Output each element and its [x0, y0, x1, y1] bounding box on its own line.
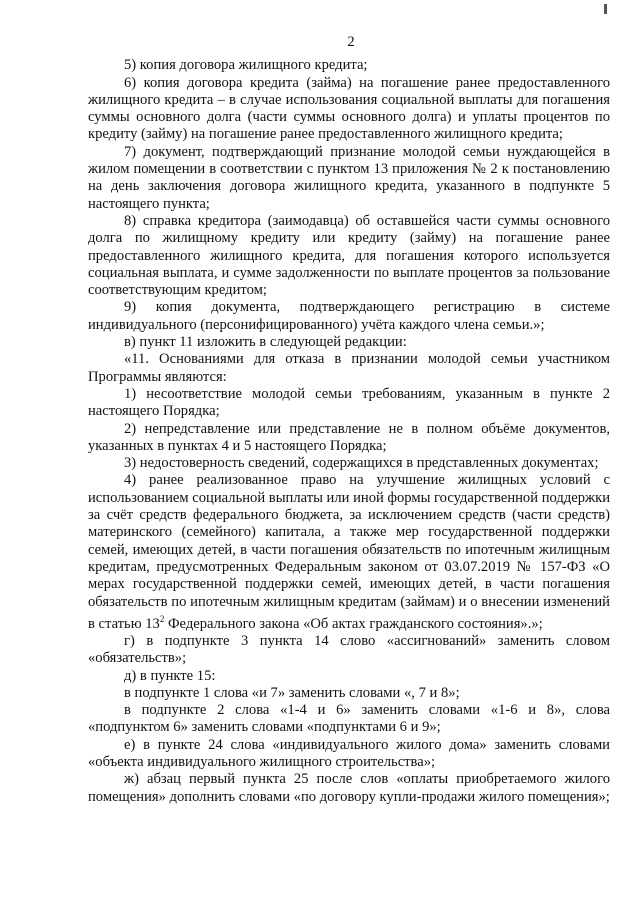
paragraph: «11. Основаниями для отказа в признании молодой семьи участником Программы являются: [88, 351, 610, 385]
paragraph: 1) несоответствие молодой семьи требованиям, указанным в пункте 2 настоящего Порядка; [88, 385, 610, 420]
paragraph-text-tail: Федерального закона «Об актах гражданского состояния».»; [164, 615, 543, 632]
paragraph: 5) копия договора жилищного кредита; [124, 57, 368, 74]
scan-mark [604, 4, 607, 14]
paragraph: ж) абзац первый пункта 25 после слов «оплаты приобретаемого жилого помещения» дополнить словами «по договору купли-продажи жилого помещения»; [88, 771, 610, 805]
paragraph: в подпункте 1 слова «и 7» заменить словами «, 7 и 8»; [124, 684, 460, 701]
superscript: 2 [159, 613, 165, 624]
paragraph: е) в пункте 24 слова «индивидуального жилого дома» заменить словами «объекта индивидуального жилищного строительства»; [88, 736, 610, 771]
paragraph: в подпункте 2 слова «1-4 и 6» заменить словами «1-6 и 8», слова «подпунктом 6» заменить словами «подпунктами 6 и 9»; [88, 702, 610, 736]
paragraph: в) пункт 11 изложить в следующей редакции: [124, 334, 407, 351]
paragraph-text: 4) ранее реализованное право на улучшение жилищных условий с использованием социальной выплаты или иной формы государственной поддержки за счёт средств федерального бюджета, за исключением средств (части средств) материнского (семейного) капитала, а также мер государственной поддержки семей, имеющих детей, в части погашения обязательств по ипотечным жилищным кредитам, предусмотренных Федеральным законом от 03.07.2019 № 157-ФЗ «О мерах государственной поддержки семей, имеющих детей, в части погашения обязательств по ипотечным жилищным кредитам (займам) и о внесении изменений в статью 13 [88, 472, 610, 632]
page-number: 2 [347, 34, 355, 50]
paragraph: 9) копия документа, подтверждающего регистрацию в системе индивидуального (персонифицированного) учёта каждого члена семьи.»; [88, 299, 610, 333]
paragraph: 7) документ, подтверждающий признание молодой семьи нуждающейся в жилом помещении в соответствии с пунктом 13 приложения № 2 к постановлению на день заключения договора жилищного кредита, указанного в подпункте 5 настоящего пункта; [88, 143, 610, 212]
paragraph: д) в пункте 15: [124, 667, 216, 684]
paragraph: 6) копия договора кредита (займа) на погашение ранее предоставленного жилищного кредита – в случае использования социальной выплаты для погашения суммы основного долга (части суммы основного долга) и уплаты процентов по кредиту (займу) на погашение ранее предоставленного жилищного кредита; [88, 74, 610, 143]
paragraph: 2) непредставление или представление не в полном объёме документов, указанных в пунктах 4 и 5 настоящего Порядка; [88, 420, 610, 454]
paragraph: г) в подпункте 3 пункта 14 слово «ассигнований» заменить словом «обязательств»; [88, 632, 610, 667]
paragraph: 3) недостоверность сведений, содержащихся в представленных документах; [124, 455, 599, 472]
paragraph: 8) справка кредитора (заимодавца) об оставшейся части суммы основного долга по жилищному кредиту или кредиту (займу) на погашение ранее предоставленного жилищного кредита, для погашения которого используется социальная выплата, и сумме задолженности по выплате процентов за пользование соответствующим кредитом; [88, 212, 610, 299]
paragraph-with-superscript [88, 472, 610, 633]
